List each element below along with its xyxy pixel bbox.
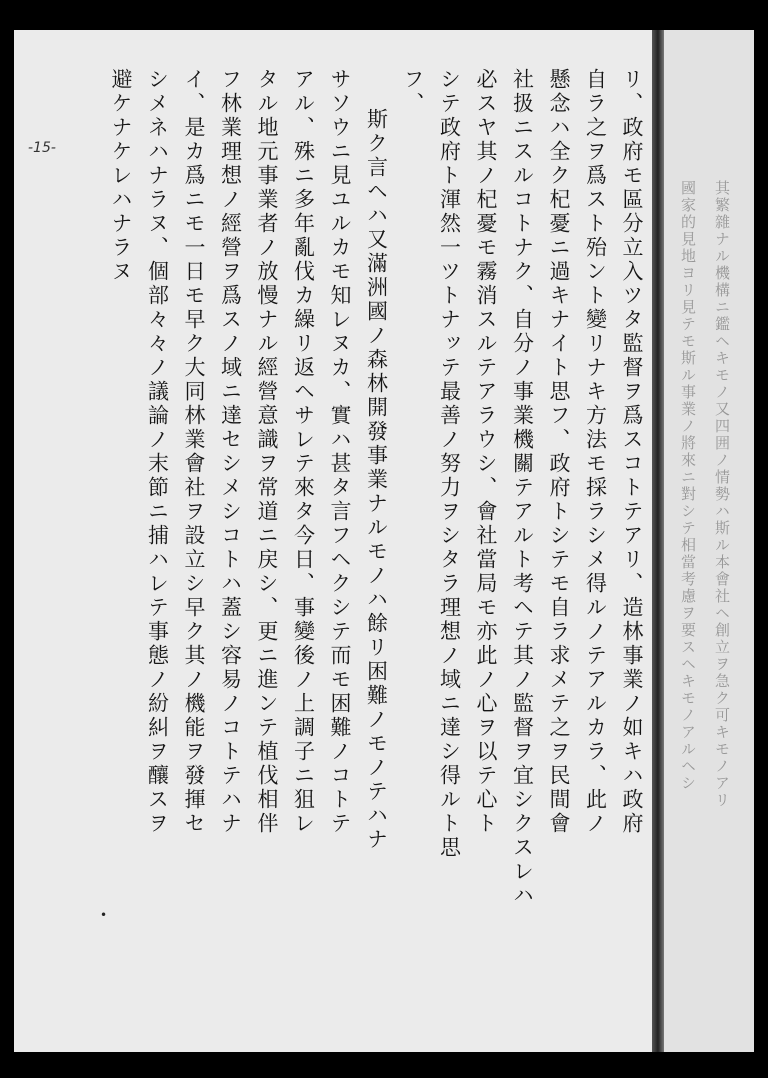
text-line: 必スヤ其ノ杞憂モ霧消スルテアラウシ、會社當局モ亦此ノ心ヲ以テ心ト <box>474 68 498 836</box>
text-line: アル、殊ニ多年亂伐カ繰リ返ヘサレテ來タ今日、事變後ノ上調子ニ狙レ <box>291 68 316 836</box>
text-line: イ、是カ爲ニモ一日モ早ク大同林業會社ヲ設立シ早ク其ノ機能ヲ發揮セ <box>182 68 206 836</box>
text-line: タル地元事業者ノ放慢ナル經營意識ヲ常道ニ戻シ、更ニ進ンテ植伐相伴 <box>255 68 279 836</box>
bleed-through-line-2: 國家的見地ヨリ見テモ斯ル事業ノ將來ニ對シテ相當考慮ヲ要スヘキモノアルヘシ <box>679 180 697 792</box>
book-spine <box>652 30 664 1052</box>
page-number: -15- <box>28 140 56 156</box>
stray-mark: • <box>100 908 108 922</box>
document-body <box>70 68 650 1008</box>
text-line: シテ政府ト渾然一ツトナッテ最善ノ努力ヲシタラ理想ノ域ニ達シ得ルト思 <box>437 68 462 860</box>
right-page <box>664 30 754 1052</box>
text-line: 社扱ニスルコトナク、自分ノ事業機關テアルト考ヘテ其ノ監督ヲ宜シクスレハ <box>510 68 535 908</box>
text-line: 避ケナケレハナラヌ <box>109 68 133 284</box>
text-line: フ、 <box>401 68 425 116</box>
text-line: サソウニ見ユルカモ知レヌカ、實ハ甚タ言フヘクシテ而モ困難ノコトテ <box>328 68 352 836</box>
text-line: 懸念ハ全ク杞憂ニ過キナイト思フ、政府トシテモ自ラ求メテ之ヲ民間會 <box>547 68 571 836</box>
text-line: 自ラ之ヲ爲スト殆ント變リナキ方法モ採ラシメ得ルノテアルカラ、此ノ <box>583 68 608 836</box>
bleed-through-line-1: 其繁雜ナル機構ニ鑑ヘキモノ又四囲ノ情勢ハ斯ル本會社ヘ創立ヲ急ク可キモノアリ <box>713 180 731 809</box>
text-line: リ、政府モ區分立入ツタ監督ヲ爲スコトテアリ、造林事業ノ如キハ政府 <box>620 68 644 836</box>
text-line: シメネハナラヌ、個部々々ノ議論ノ末節ニ捕ハレテ事態ノ紛糾ヲ釀スヲ <box>145 68 170 836</box>
text-line: フ林業理想ノ經營ヲ爲スノ域ニ達セシメシコトハ蓋シ容易ノコトテハナ <box>218 68 243 836</box>
text-line: 斯ク言ヘハ又滿洲國ノ森林開發事業ナルモノハ餘リ困難ノモノテハナ <box>364 108 389 852</box>
